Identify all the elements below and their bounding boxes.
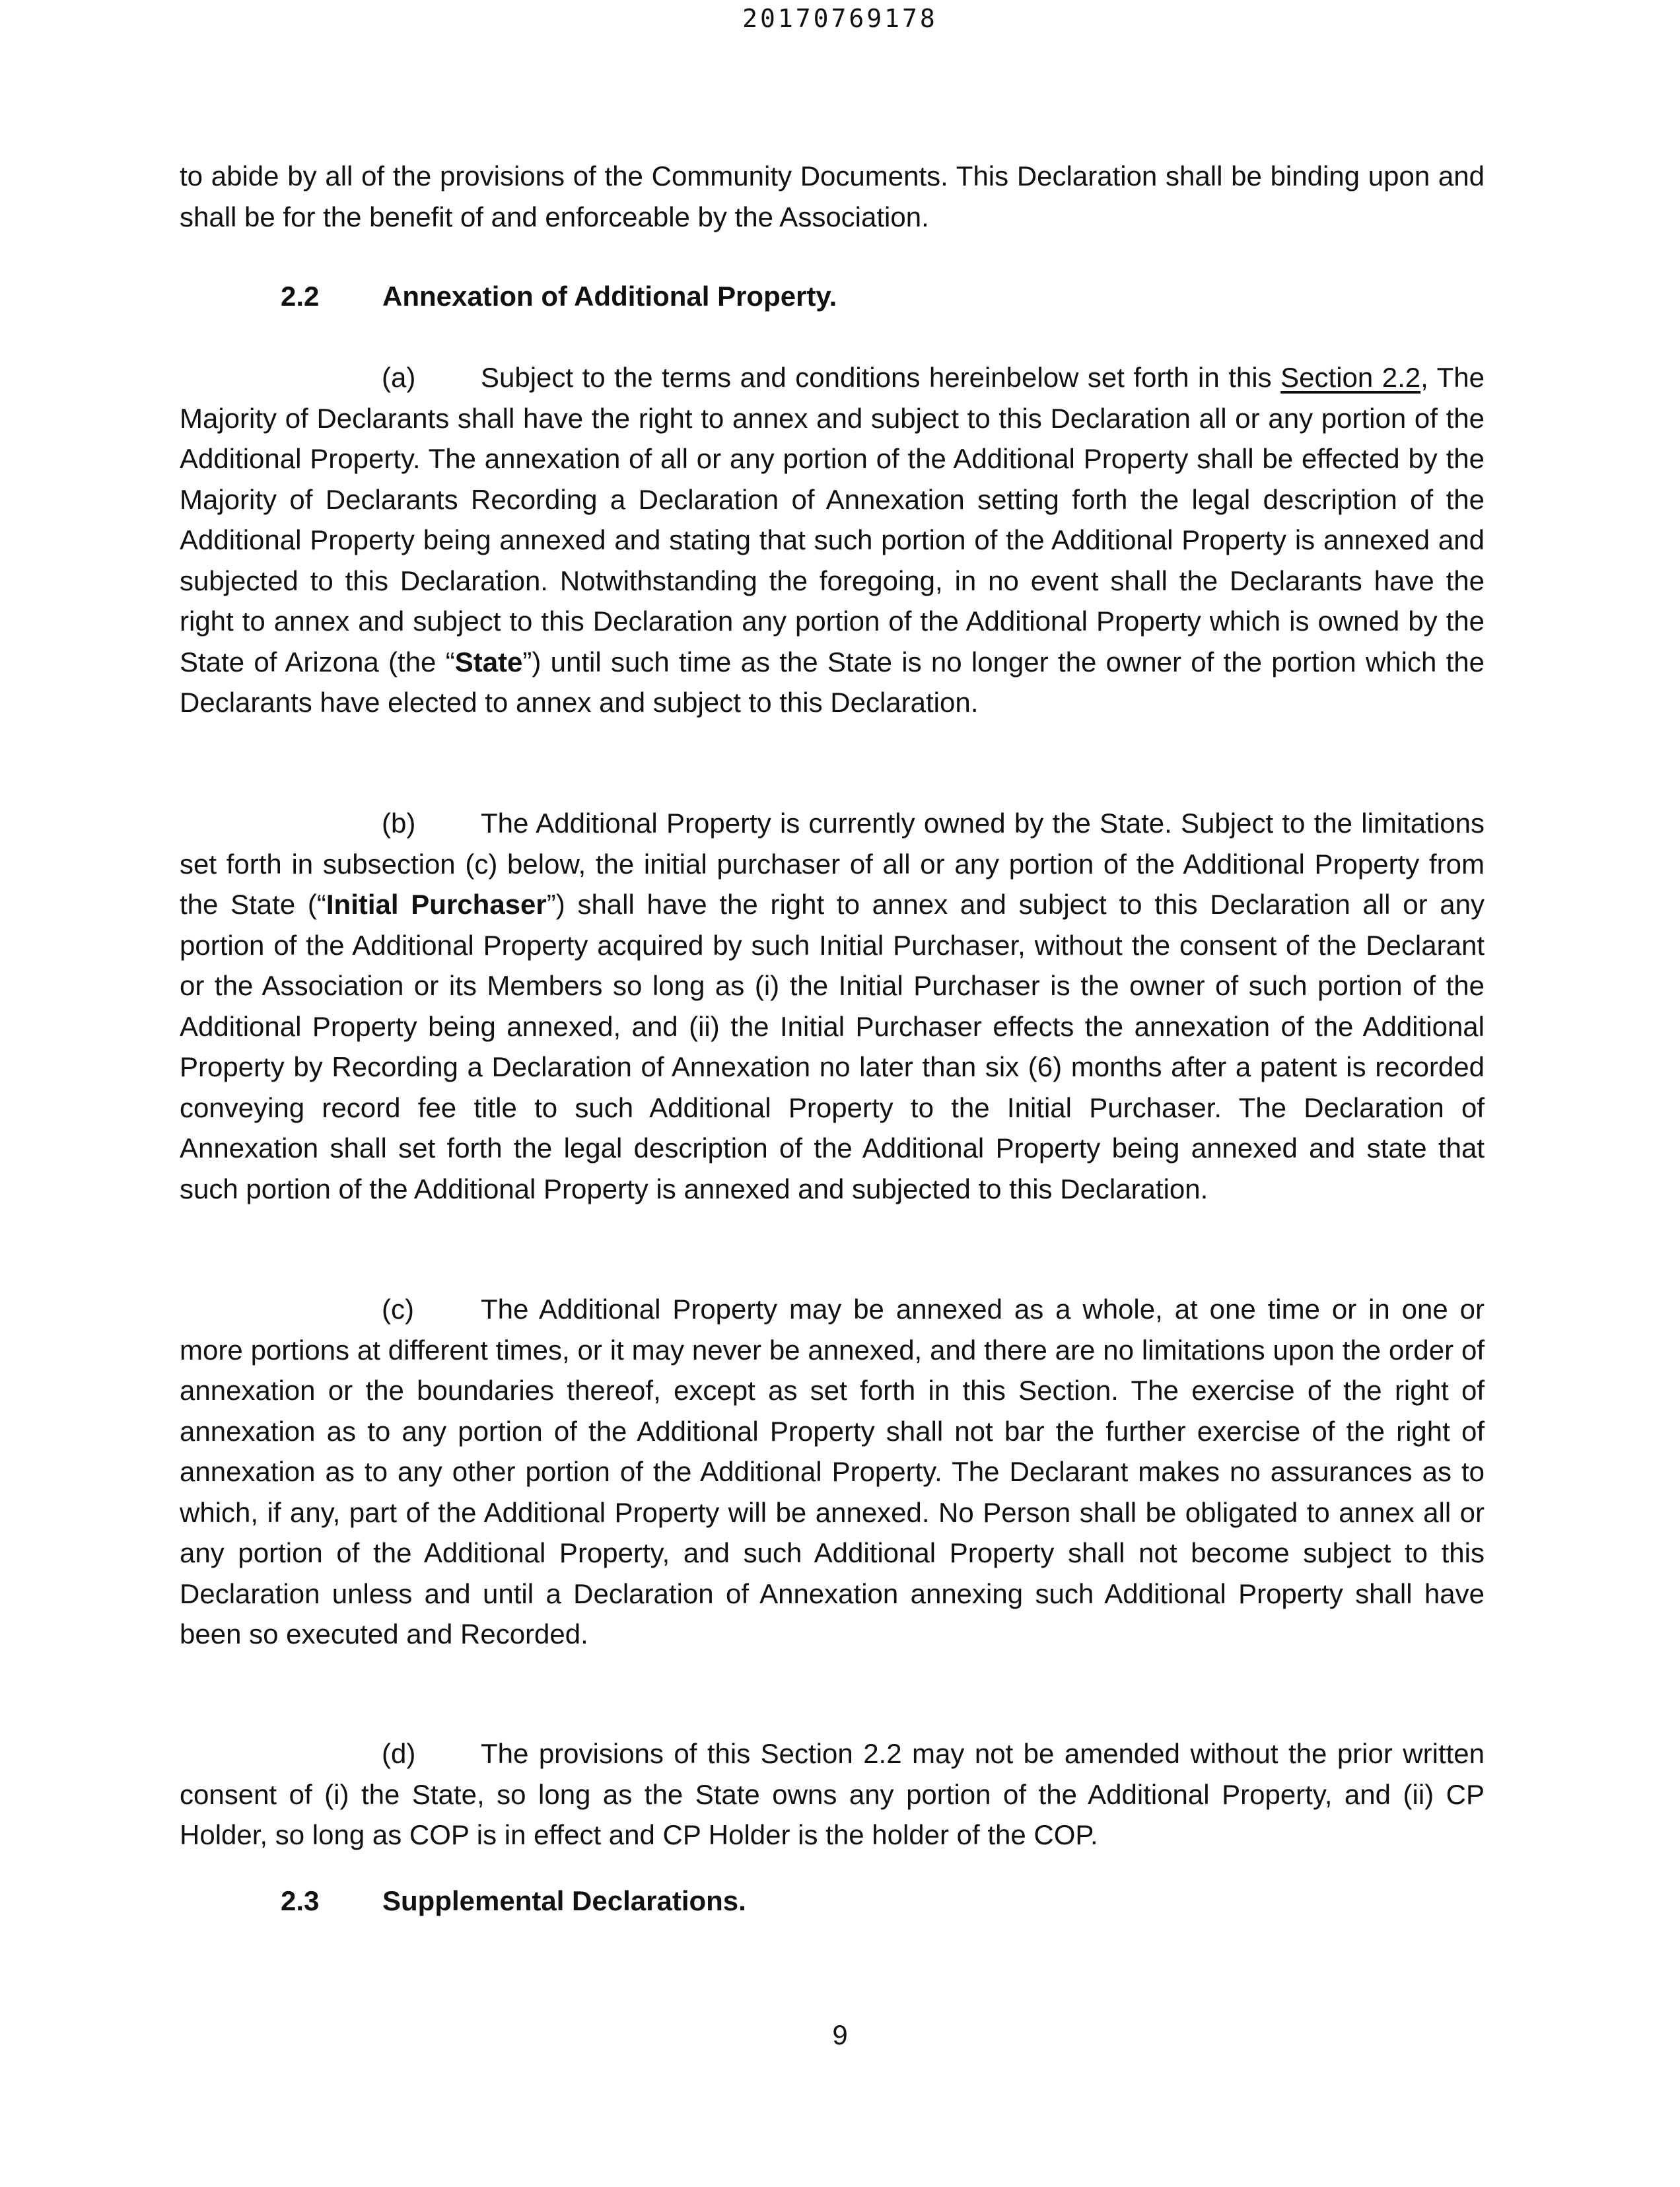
subsection-label: (b) [382, 808, 416, 839]
section-title: Annexation of Additional Property. [382, 281, 837, 312]
subsection-label: (d) [382, 1738, 416, 1769]
subsection-a: (a) Subject to the terms and conditions hereinbelow set forth in this Section 2.2, The Majority of Declarants shall have the right to annex and subject to this Declaration all or any portion of the Additional Property. The annexation of all or any portion of the Additional Property shall be effected by the Majority of Declarants Recording a Declaration of Annexation setting forth the legal description of the Additional Property being annexed and stating that such portion of the Additional Property is annexed and subjected to this Declaration. Notwithstanding the foregoing, in no event shall the Declarants have the right to annex and subject to this Declaration any portion of the Additional Property which is owned by the State of Arizona (the “State”) until such time as the State is no longer the owner of the portion which the Declarants have elected to annex and subject to this Declaration. [180, 357, 1485, 723]
subsection-label: (c) [382, 1294, 414, 1325]
document-number: 20170769178 [742, 4, 938, 33]
section-title: Supplemental Declarations. [382, 1885, 746, 1916]
subsection-b: (b) The Additional Property is currently owned by the State. Subject to the limitations set forth in subsection (c) below, the initial purchaser of all or any portion of the Additional Property from the State (“Initial Purchaser”) shall have the right to annex and subject to this Declaration all or any portion of the Additional Property acquired by such Initial Purchaser, without the consent of the Declarant or the Association or its Members so long as (i) the Initial Purchaser is the owner of such portion of the Additional Property being annexed, and (ii) the Initial Purchaser effects the annexation of the Additional Property by Recording a Declaration of Annexation no later than six (6) months after a patent is recorded conveying record fee title to such Additional Property to the Initial Purchaser. The Declaration of Annexation shall set forth the legal description of the Additional Property being annexed and state that such portion of the Additional Property is annexed and subjected to this Declaration. [180, 803, 1485, 1209]
intro-paragraph [180, 156, 1485, 237]
defined-term: Initial Purchaser [326, 889, 547, 920]
defined-term: State [454, 646, 523, 677]
subsection-label: (a) [382, 362, 416, 393]
subsection-d: (d) The provisions of this Section 2.2 may not be amended without the prior written consent of (i) the State, so long as the State owns any portion of the Additional Property, and (ii) CP Holder, so long as COP is in effect and CP Holder is the holder of the COP. [180, 1733, 1485, 1856]
section-number: 2.2 [281, 281, 320, 312]
page-number: 9 [832, 2019, 848, 2050]
intro-text: to abide by all of the provisions of the Community Documents. This Declaration shall be binding upon and shall be for the benefit of and enforceable by the Association. [180, 160, 1485, 232]
subsection-c: (c) The Additional Property may be annexed as a whole, at one time or in one or more portions at different times, or it may never be annexed, and there are no limitations upon the order of annexation or the boundaries thereof, except as set forth in this Section. The exercise of the right of annexation as to any portion of the Additional Property shall not bar the further exercise of the right of annexation as to any other portion of the Additional Property. The Declarant makes no assurances as to which, if any, part of the Additional Property will be annexed. No Person shall be obligated to annex all or any portion of the Additional Property, and such Additional Property shall not become subject to this Declaration unless and until a Declaration of Annexation annexing such Additional Property shall have been so executed and Recorded. [180, 1289, 1485, 1655]
section-2-3-heading [281, 1881, 746, 1922]
section-2-2-heading [281, 276, 837, 317]
section-number: 2.3 [281, 1885, 320, 1916]
section-reference-link[interactable]: Section 2.2 [1280, 362, 1421, 393]
